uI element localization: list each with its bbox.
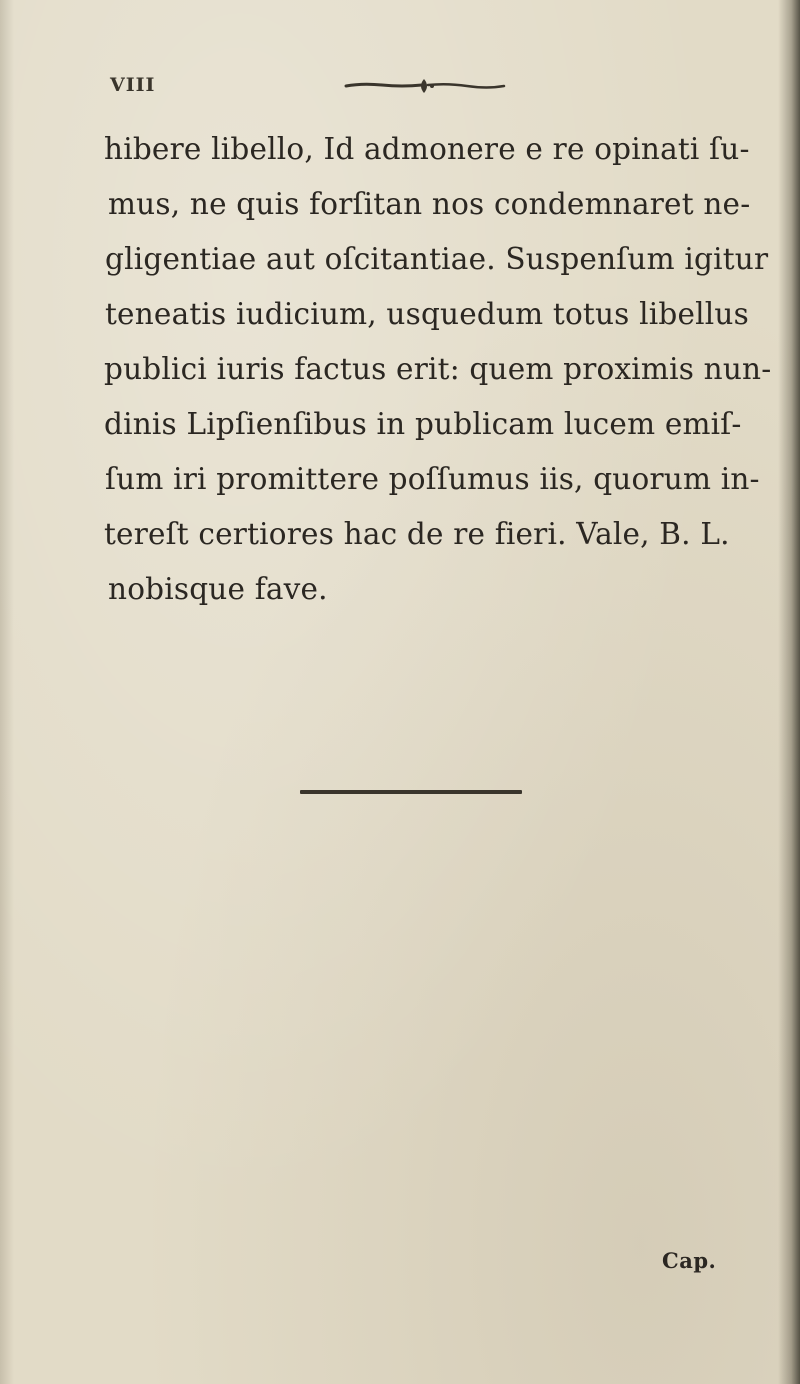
- page-left-edge: [0, 0, 14, 1384]
- text-line-3: gligentiae aut oſcitantiae. Suspenſum igitur: [105, 242, 769, 276]
- horizontal-rule: [300, 790, 522, 794]
- text-line-5: publici iuris factus erit: quem proximis nun-: [104, 352, 772, 386]
- text-line-2: mus, ne quis forſitan nos condemnaret ne-: [108, 187, 751, 221]
- text-line-1: hibere libello, Id admonere e re opinati ſu-: [104, 132, 750, 166]
- body-paragraph: [104, 122, 772, 617]
- text-line-9: nobisque fave.: [108, 572, 328, 606]
- page-header: [110, 74, 670, 104]
- catchword: Cap.: [662, 1248, 717, 1273]
- text-line-4: teneatis iudicium, usquedum totus libellus: [105, 297, 749, 331]
- text-line-7: ſum iri promittere poſſumus iis, quorum in-: [105, 462, 760, 496]
- printer-ornament-icon: [342, 76, 507, 96]
- page-right-edge-shadow: [778, 0, 800, 1384]
- text-line-8: tereſt certiores hac de re fieri. Vale, B. L.: [104, 517, 730, 551]
- text-line-6: dinis Lipſienſibus in publicam lucem emiſ-: [104, 407, 742, 441]
- page-number: VIII: [110, 74, 156, 96]
